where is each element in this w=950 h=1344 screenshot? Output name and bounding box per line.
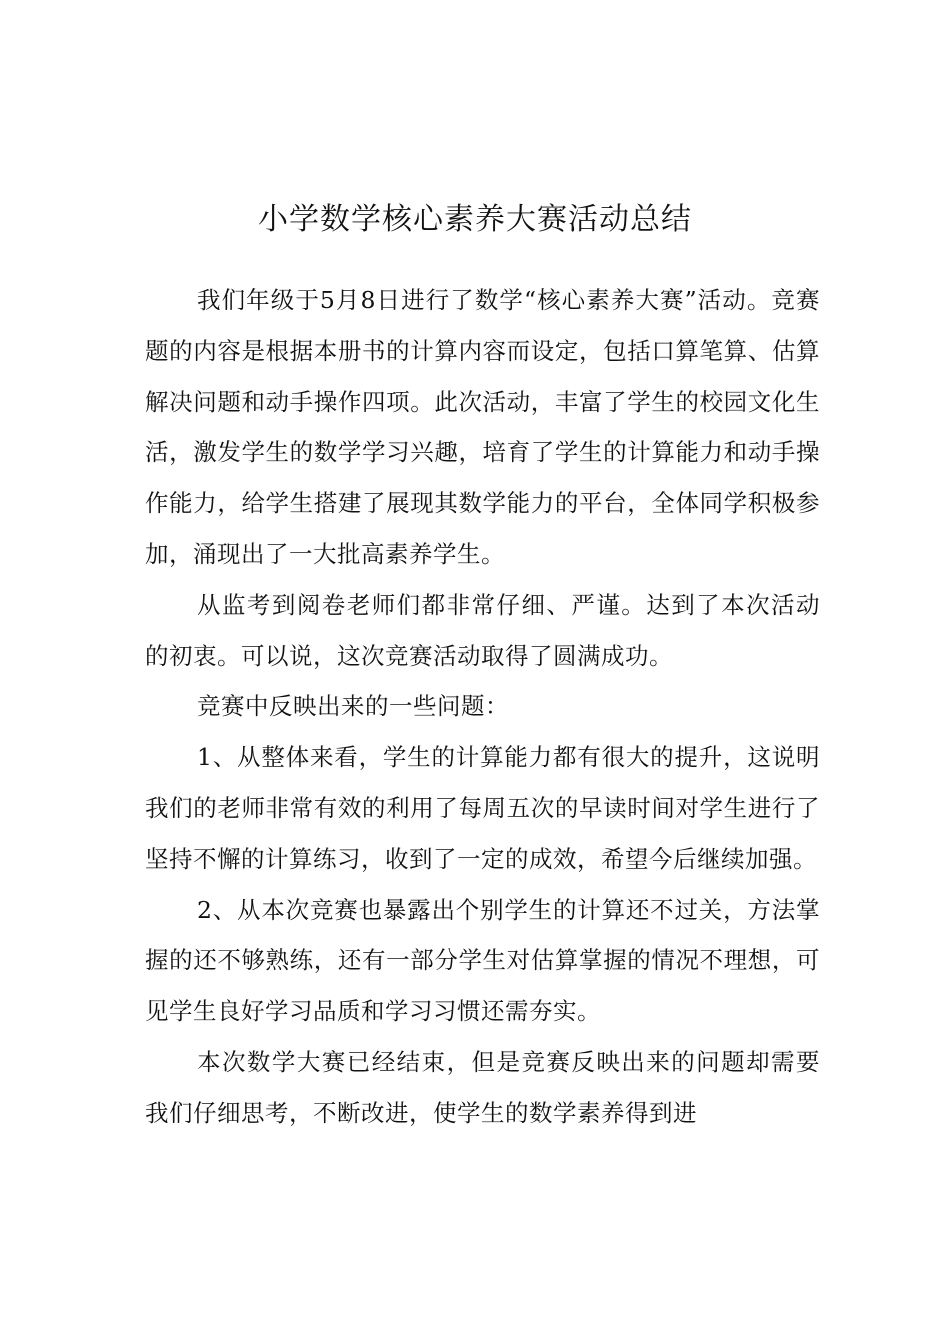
paragraph-proctoring: 从监考到阅卷老师们都非常仔细、严谨。达到了本次活动的初衷。可以说，这次竞赛活动取得了圆满成功。 (145, 590, 820, 670)
paragraph-intro: 我们年级于5月8日进行了数学“核心素养大赛”活动。竞赛题的内容是根据本册书的计算内容而设定，包括口算笔算、估算解决问题和动手操作四项。此次活动，丰富了学生的校园文化生活，激发学生的数学学习兴趣，培育了学生的计算能力和动手操作能力，给学生搭建了展现其数学能力的平台，全体同学积极参加，涌现出了一大批高素养学生。 (145, 286, 820, 568)
paragraph-issue-1: 1、从整体来看，学生的计算能力都有很大的提升，这说明我们的老师非常有效的利用了每周五次的早读时间对学生进行了坚持不懈的计算练习，收到了一定的成效，希望今后继续加强。 (145, 743, 820, 873)
document-body (145, 275, 820, 1139)
document-title: 小学数学核心素养大赛活动总结 (258, 202, 692, 238)
paragraph-conclusion: 本次数学大赛已经结束，但是竞赛反映出来的问题却需要我们仔细思考，不断改进，使学生的数学素养得到进 (145, 1047, 820, 1127)
paragraph-issues-heading: 竞赛中反映出来的一些问题： (197, 692, 509, 721)
paragraph-issue-2: 2、从本次竞赛也暴露出个别学生的计算还不过关，方法掌握的还不够熟练，还有一部分学生对估算掌握的情况不理想，可见学生良好学习品质和学习习惯还需夯实。 (145, 895, 820, 1026)
